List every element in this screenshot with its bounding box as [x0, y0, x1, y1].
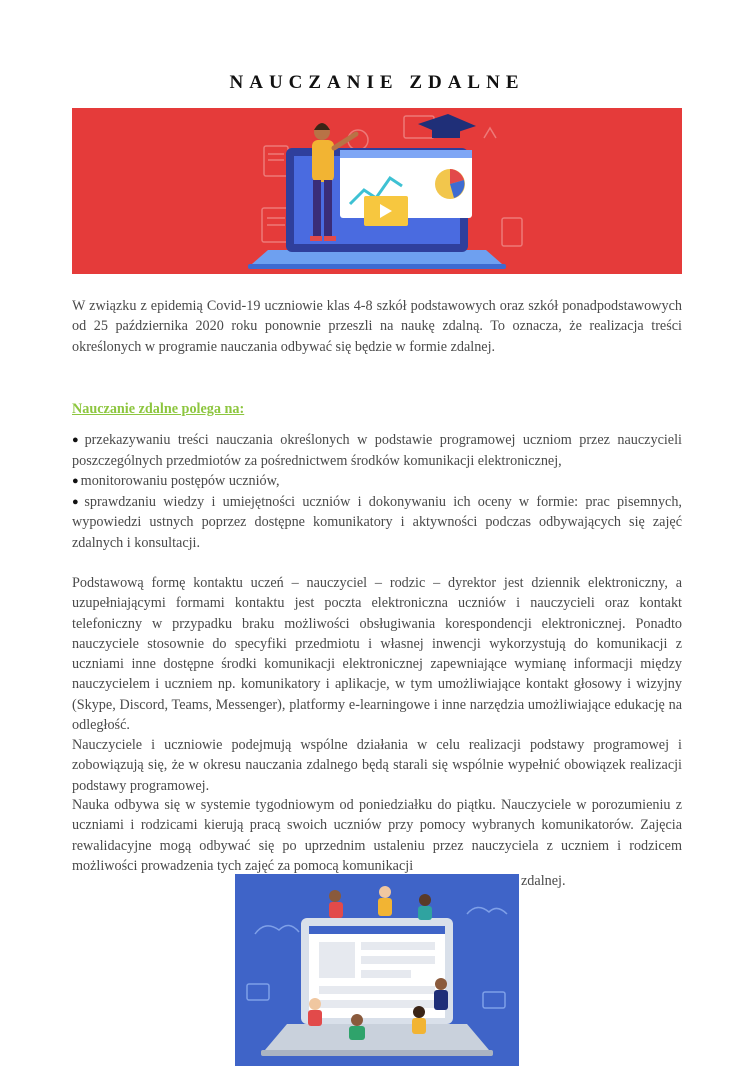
bullet-icon: ● [72, 434, 83, 446]
bullet-icon: ● [72, 475, 79, 487]
contact-paragraph: Podstawową formę kontaktu uczeń – nauczyciel – rodzic – dyrektor jest dziennik elektroniczny, a uzupełniającymi formami kontaktu jest poczta elektroniczna uczniów i nauczycieli oraz kontakt telefoniczny w przypadku braku możliwości obsługiwania korespondencji elektronicznej. Ponadto nauczyciele stosownie do specyfiki przedmiotu i własnej inwencji wykorzystują do komunikacji z uczniami inne dostępne środki komunikacji elektronicznej zapewniające wymianę informacji między nauczycielem i uczniem np. komunikatory i aplikacje, w tym umożliwiające kontakt głosowy i wizyjny (Skype, Discord, Teams, Messenger), platformy e-learningowe i inne narzędzia umożliwiające edukację na odległość. [72, 575, 682, 734]
remote-learning-subheading: Nauczanie zdalne polega na: [72, 401, 245, 417]
list-item: ● monitorowaniu postępów uczniów, [72, 473, 280, 489]
list-item: ● sprawdzaniu wiedzy i umiejętności uczniów i dokonywaniu ich oceny w formie: prac pisemnych, wypowiedzi ustnych poprzez dostępne komunikatory i aktywności podczas odbywających się zajęć zdalnych i konsultacji. [72, 493, 682, 551]
remote-learning-bullet-list [72, 430, 682, 553]
intro-paragraph: W związku z epidemią Covid-19 uczniowie klas 4-8 szkół podstawowych oraz szkół ponadpodstawowych od 25 października 2020 roku ponownie przeszli na naukę zdalną. To oznacza, że realizacja treści określonych w programie nauczania odbywać się będzie w formie zdalnej. [72, 298, 682, 355]
schedule-paragraph-tail: zdalnej. [521, 873, 566, 889]
schedule-paragraph: Nauka odbywa się w systemie tygodniowym od poniedziałku do piątku. Nauczyciele w porozumieniu z uczniami i rodzicami kierują pracą swoich uczniów przy pomocy wybranych komunikatorów. Zajęcia rewalidacyjne mogą odbywać się po uprzednim ustaleniu przez nauczyciela z uczniem i rodzicem możliwości prowadzenia tych zajęć za pomocą komunikacji [72, 797, 682, 874]
teacher-laptop-illustration [72, 108, 682, 274]
online-learning-laptop-image [235, 874, 519, 1066]
students-laptop-illustration [235, 874, 519, 1066]
bullet-icon: ● [72, 495, 83, 508]
list-item: ● przekazywaniu treści nauczania określonych w podstawie programowej uczniom przez nauczycieli poszczególnych przedmiotów za pośrednictwem środków komunikacji elektronicznej, [72, 432, 682, 469]
remote-teaching-banner-image [72, 108, 682, 274]
cooperation-paragraph: Nauczyciele i uczniowie podejmują wspólne działania w celu realizacji podstawy programowej i zobowiązują się, że w okresu nauczania zdalnego będą starali się wspólnie wypełnić obowiązek realizacji podstawy programowej. [72, 737, 682, 794]
page-title: NAUCZANIE ZDALNE [229, 72, 525, 93]
